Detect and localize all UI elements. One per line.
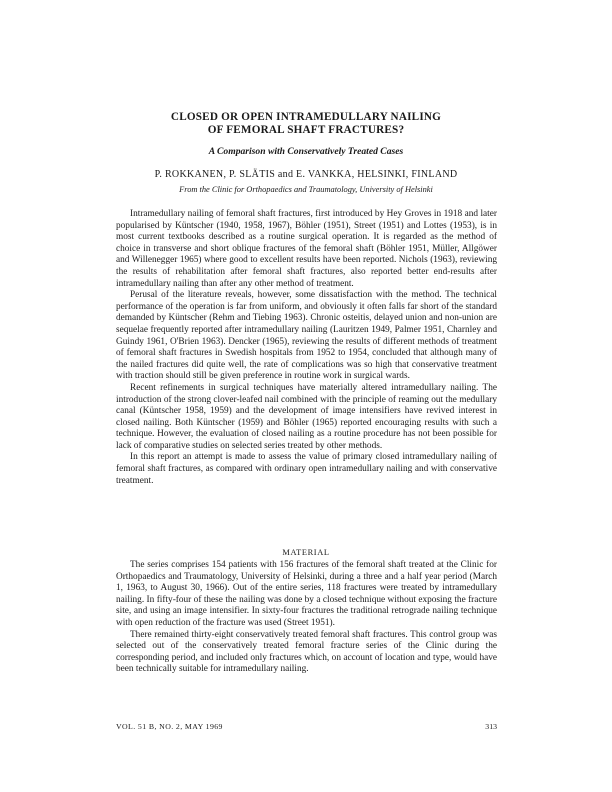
article-title-line-1: CLOSED OR OPEN INTRAMEDULLARY NAILING (170, 111, 442, 123)
material-paragraph-1: The series comprises 154 patients with 156 fractures of the femoral shaft treated at the Clinic for Orthopaedics and Traumatology, University of Helsinki, during a three and a half year period (March 1, 1963, to August 30, 1966). Out of the entire series, 118 fractures were treated by intramedullary nailing. In fifty-four of these the nailing was done by a closed technique without exposing the fracture site, and using an image intensifier. In sixty-four fractures the traditional retrograde nailing technique with open reduction of the fracture was used (Street 1951). (116, 560, 497, 628)
author-line: P. ROKKANEN, P. SLÄTIS and E. VANKKA, HELSINKI, FINLAND (154, 169, 458, 180)
material-paragraph-2: There remained thirty-eight conservatively treated femoral shaft fractures. This control group was selected out of the conservatively treated femoral fracture series of the Clinic during the corresponding period, and included only fractures which, on account of location and type, would have been technically suitable for intramedullary nailing. (116, 629, 497, 675)
page-number: 313 (485, 722, 497, 731)
intro-paragraph-3: Recent refinements in surgical techniques have materially altered intramedullary nailing. The introduction of the strong clover-leafed nail combined with the principle of reaming out the medullary canal (Küntscher 1958, 1959) and the development of image intensifiers have revived interest in closed nailing. Both Küntscher (1959) and Böhler (1965) reported encouraging results with such a technique. However, the evaluation of closed nailing as a routine procedure has not been possible for lack of comparative studies on selected series treated by other methods. (116, 382, 497, 451)
intro-paragraph-1: Intramedullary nailing of femoral shaft fractures, first introduced by Hey Groves in 1918 and later popularised by Küntscher (1940, 1958, 1967), Böhler (1951), Street (1951) and Lottes (1953), is in most current textbooks described as a routine surgical operation. It is regarded as the method of choice in transverse and short oblique fractures of the femoral shaft (Böhler 1951, Müller, Allgöwer and Willenegger 1965) where good to excellent results have been reported. Nichols (1963), reviewing the results of rehabilitation after femoral shaft fractures, also reported better end-results after intramedullary nailing than after any other method of treatment. (116, 209, 497, 289)
section-heading-material: MATERIAL (282, 548, 330, 557)
affiliation: From the Clinic for Orthopaedics and Traumatology, University of Helsinki (179, 185, 433, 194)
intro-paragraph-4: In this report an attempt is made to assess the value of primary closed intramedullary nailing of femoral shaft fractures, as compared with ordinary open intramedullary nailing and with conservative treatment. (116, 452, 497, 486)
article-subtitle: A Comparison with Conservatively Treated Cases (208, 146, 404, 157)
material-section (116, 560, 497, 676)
introduction (116, 209, 497, 487)
intro-paragraph-2: Perusal of the literature reveals, however, some dissatisfaction with the method. The technical performance of the operation is far from uniform, and obviously it often falls far short of the standard demanded by Küntscher (Rehm and Tiebing 1963). Chronic osteitis, delayed union and non-union are sequelae frequently reported after intramedullary nailing (Lauritzen 1949, Palmer 1951, Charnley and Guindy 1961, O'Brien 1963). Dencker (1965), reviewing the results of different methods of treatment of femoral shaft fractures in Swedish hospitals from 1952 to 1954, concluded that although many of the nailed fractures did quite well, the rate of complications was so high that conservative treatment with traction should still be given preference in routine work in surgical wards. (116, 290, 497, 382)
article-title-line-2: OF FEMORAL SHAFT FRACTURES? (207, 124, 405, 136)
journal-citation: VOL. 51 B, NO. 2, MAY 1969 (116, 722, 223, 731)
